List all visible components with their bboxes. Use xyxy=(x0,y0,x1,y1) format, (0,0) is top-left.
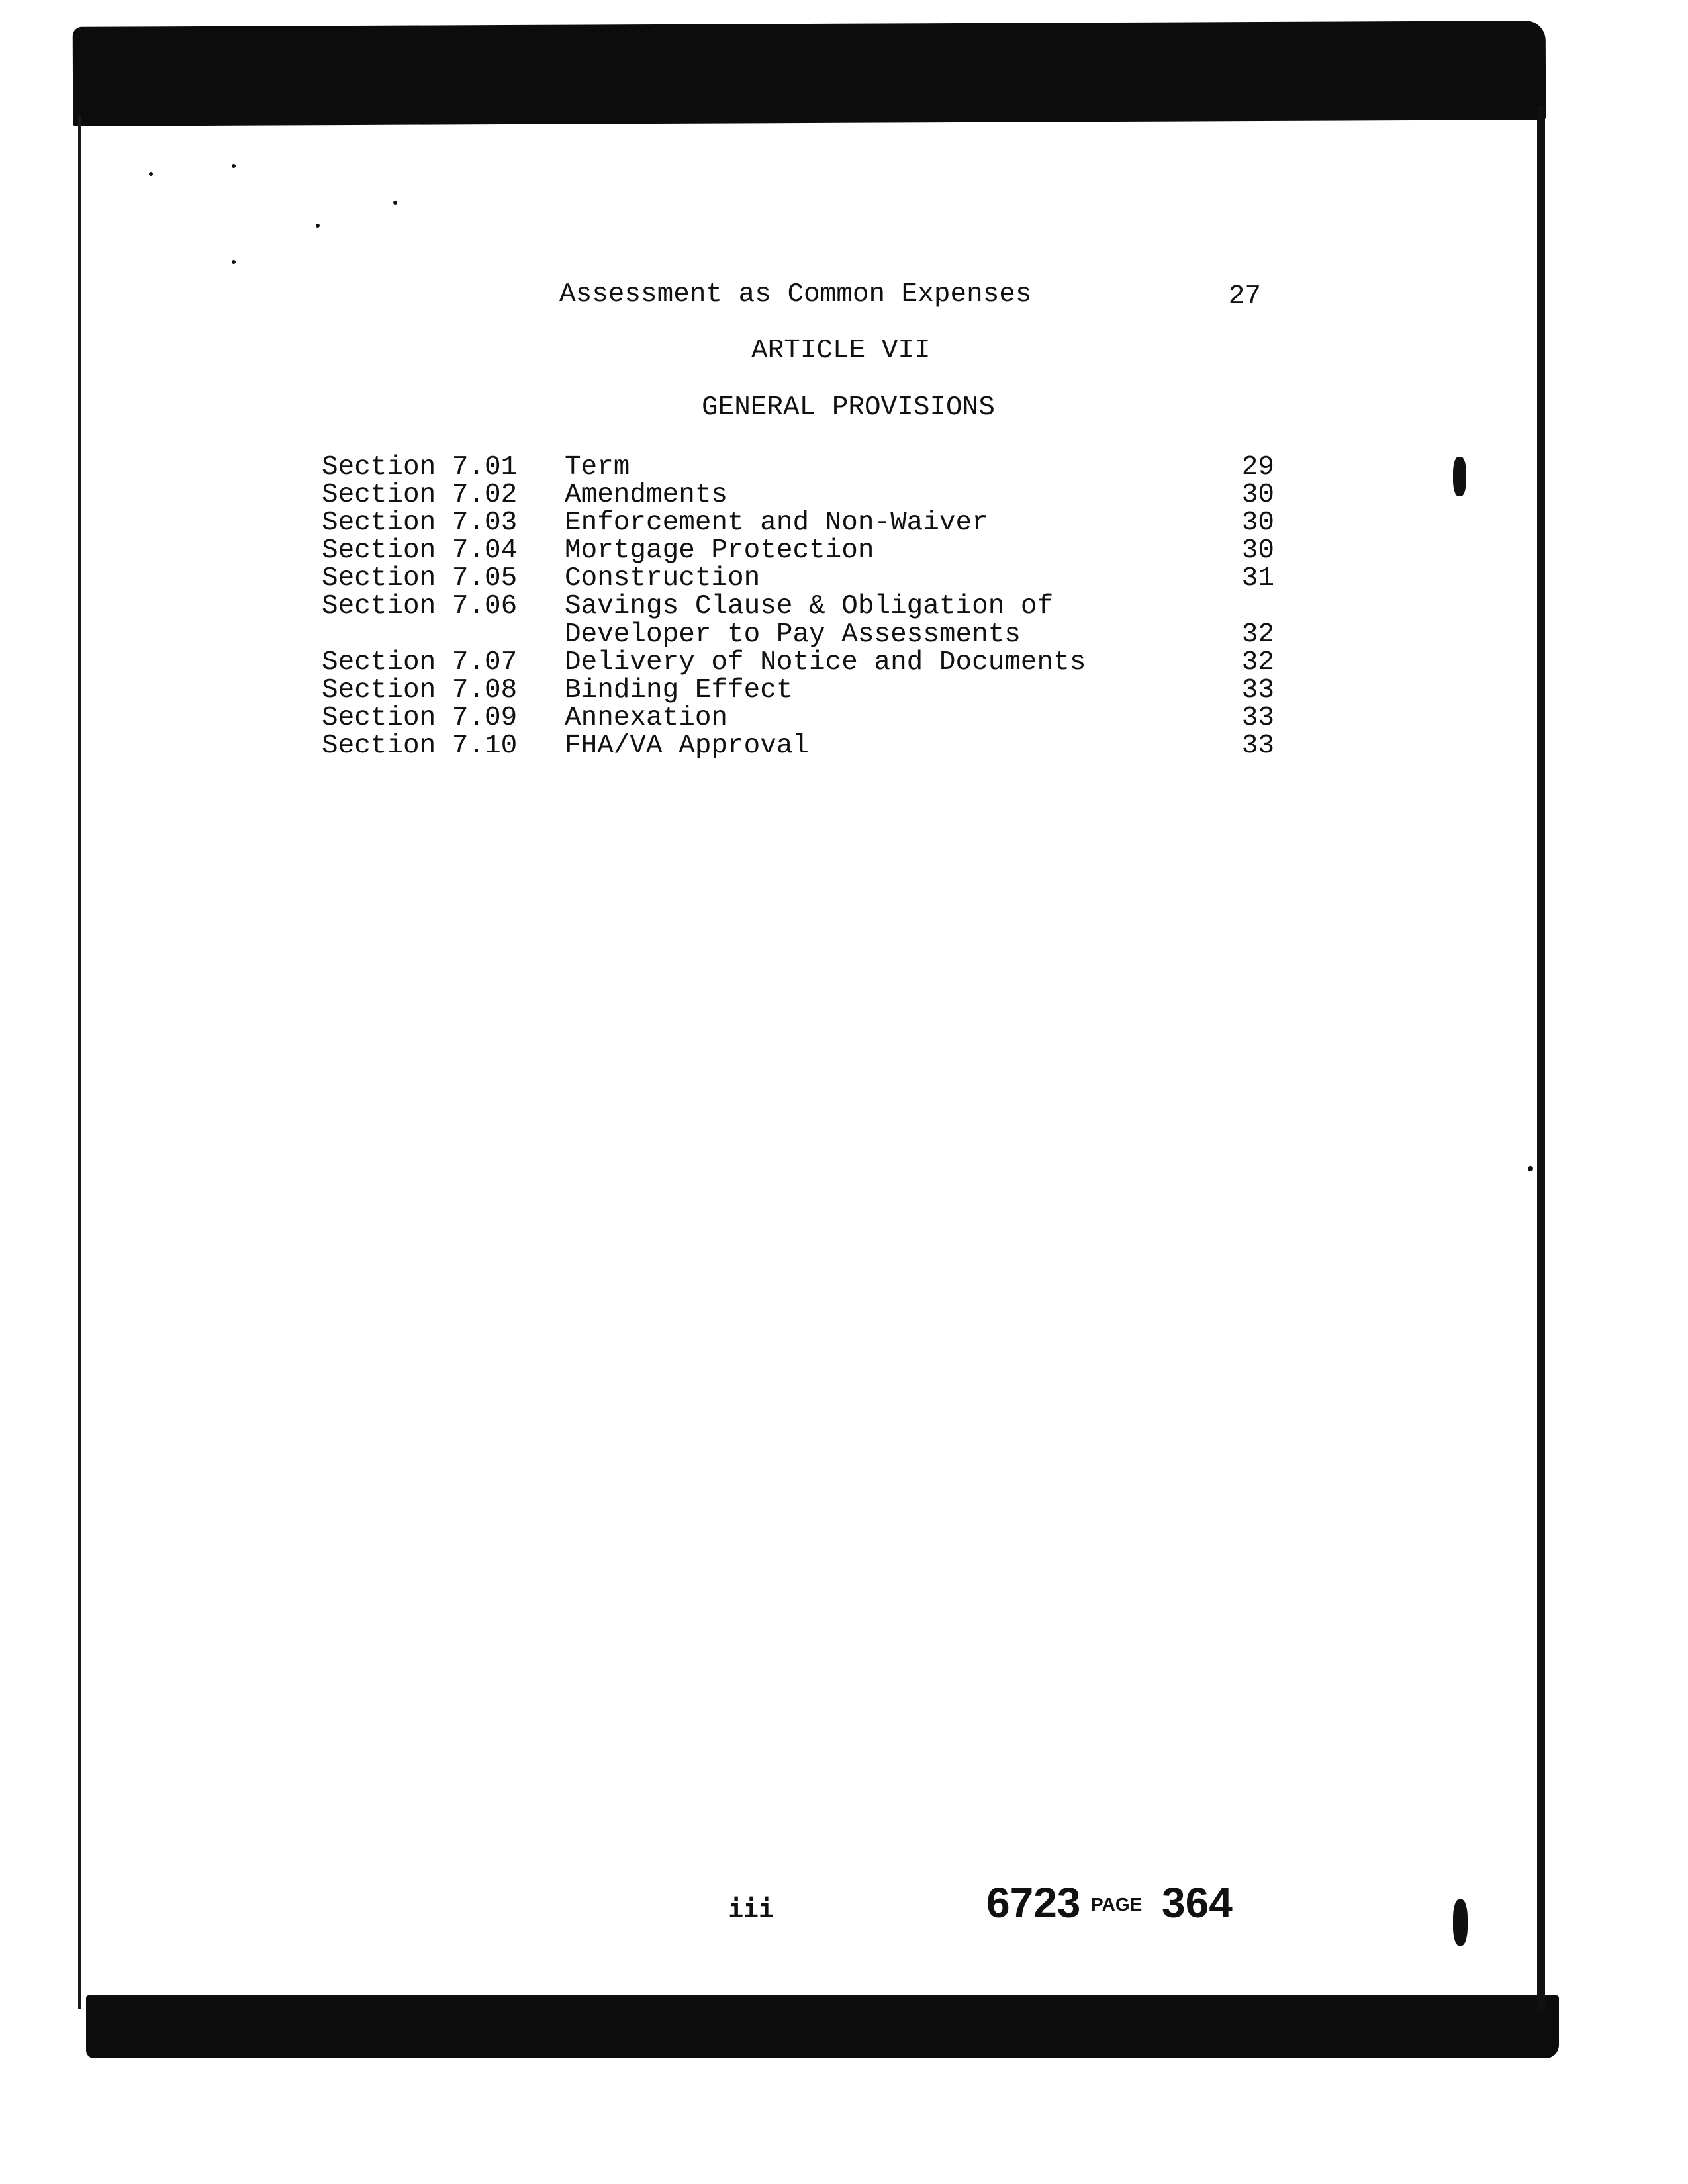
toc-section-number: Section 7.05 xyxy=(322,563,518,594)
toc-page-number: 32 xyxy=(1241,647,1274,678)
scan-speck xyxy=(232,260,236,264)
toc-section-number: Section 7.09 xyxy=(322,703,518,733)
toc-row xyxy=(0,480,1688,508)
page-folio: iii xyxy=(728,1894,774,1923)
toc-section-number: Section 7.02 xyxy=(322,480,518,510)
scan-bottom-border xyxy=(86,1995,1559,2058)
scan-speck xyxy=(232,164,236,168)
scan-speck xyxy=(1528,1166,1533,1171)
toc-section-title: Mortgage Protection xyxy=(565,535,874,566)
page-number-stamp: 364 xyxy=(1162,1879,1233,1927)
toc-page-number: 30 xyxy=(1241,480,1274,510)
toc-section-number: Section 7.04 xyxy=(322,535,518,566)
toc-section-title: FHA/VA Approval xyxy=(565,731,810,761)
scan-right-edge xyxy=(1537,106,1545,2012)
toc-section-number: Section 7.07 xyxy=(322,647,518,678)
book-number-stamp: 6723 xyxy=(986,1879,1081,1927)
toc-section-number: Section 7.10 xyxy=(322,731,518,761)
toc-section-title: Developer to Pay Assessments xyxy=(565,619,1021,650)
toc-section-title: Annexation xyxy=(565,703,728,733)
toc-section-title: Term xyxy=(565,452,630,482)
prior-entry-page: 27 xyxy=(1228,281,1261,312)
toc-section-number: Section 7.03 xyxy=(322,508,518,538)
toc-row xyxy=(0,563,1688,594)
toc-row xyxy=(0,675,1688,703)
toc-section-title: Binding Effect xyxy=(565,675,793,705)
toc-row xyxy=(0,619,1688,650)
toc-page-number: 31 xyxy=(1241,563,1274,594)
page-label-stamp: PAGE xyxy=(1091,1894,1143,1915)
toc-section-title: Savings Clause & Obligation of xyxy=(565,591,1054,621)
toc-section-number: Section 7.06 xyxy=(322,591,518,621)
article-subheading: GENERAL PROVISIONS xyxy=(702,392,995,423)
toc-page-number: 33 xyxy=(1241,675,1274,705)
scan-speck xyxy=(393,201,397,205)
scan-speck xyxy=(1453,1899,1468,1946)
toc-row xyxy=(0,731,1688,761)
toc-page-number: 32 xyxy=(1241,619,1274,650)
toc-page-number: 30 xyxy=(1241,508,1274,538)
toc-page-number: 29 xyxy=(1241,452,1274,482)
toc-section-title: Enforcement and Non-Waiver xyxy=(565,508,988,538)
prior-entry-title: Assessment as Common Expenses xyxy=(559,279,1032,310)
scan-top-border xyxy=(73,21,1546,126)
scan-left-edge xyxy=(78,116,81,2009)
toc-page-number: 33 xyxy=(1241,703,1274,733)
toc-section-title: Delivery of Notice and Documents xyxy=(565,647,1086,678)
article-heading: ARTICLE VII xyxy=(751,336,931,366)
toc-section-number: Section 7.08 xyxy=(322,675,518,705)
toc-row xyxy=(0,703,1688,731)
toc-section-title: Construction xyxy=(565,563,761,594)
toc-row xyxy=(0,452,1688,480)
scan-speck xyxy=(316,224,320,228)
toc-row xyxy=(0,508,1688,538)
toc-row xyxy=(0,647,1688,678)
scan-speck xyxy=(149,172,153,176)
toc-row xyxy=(0,591,1688,619)
toc-row xyxy=(0,535,1688,566)
toc-section-number: Section 7.01 xyxy=(322,452,518,482)
toc-page-number: 30 xyxy=(1241,535,1274,566)
toc-section-title: Amendments xyxy=(565,480,728,510)
toc-page-number: 33 xyxy=(1241,731,1274,761)
